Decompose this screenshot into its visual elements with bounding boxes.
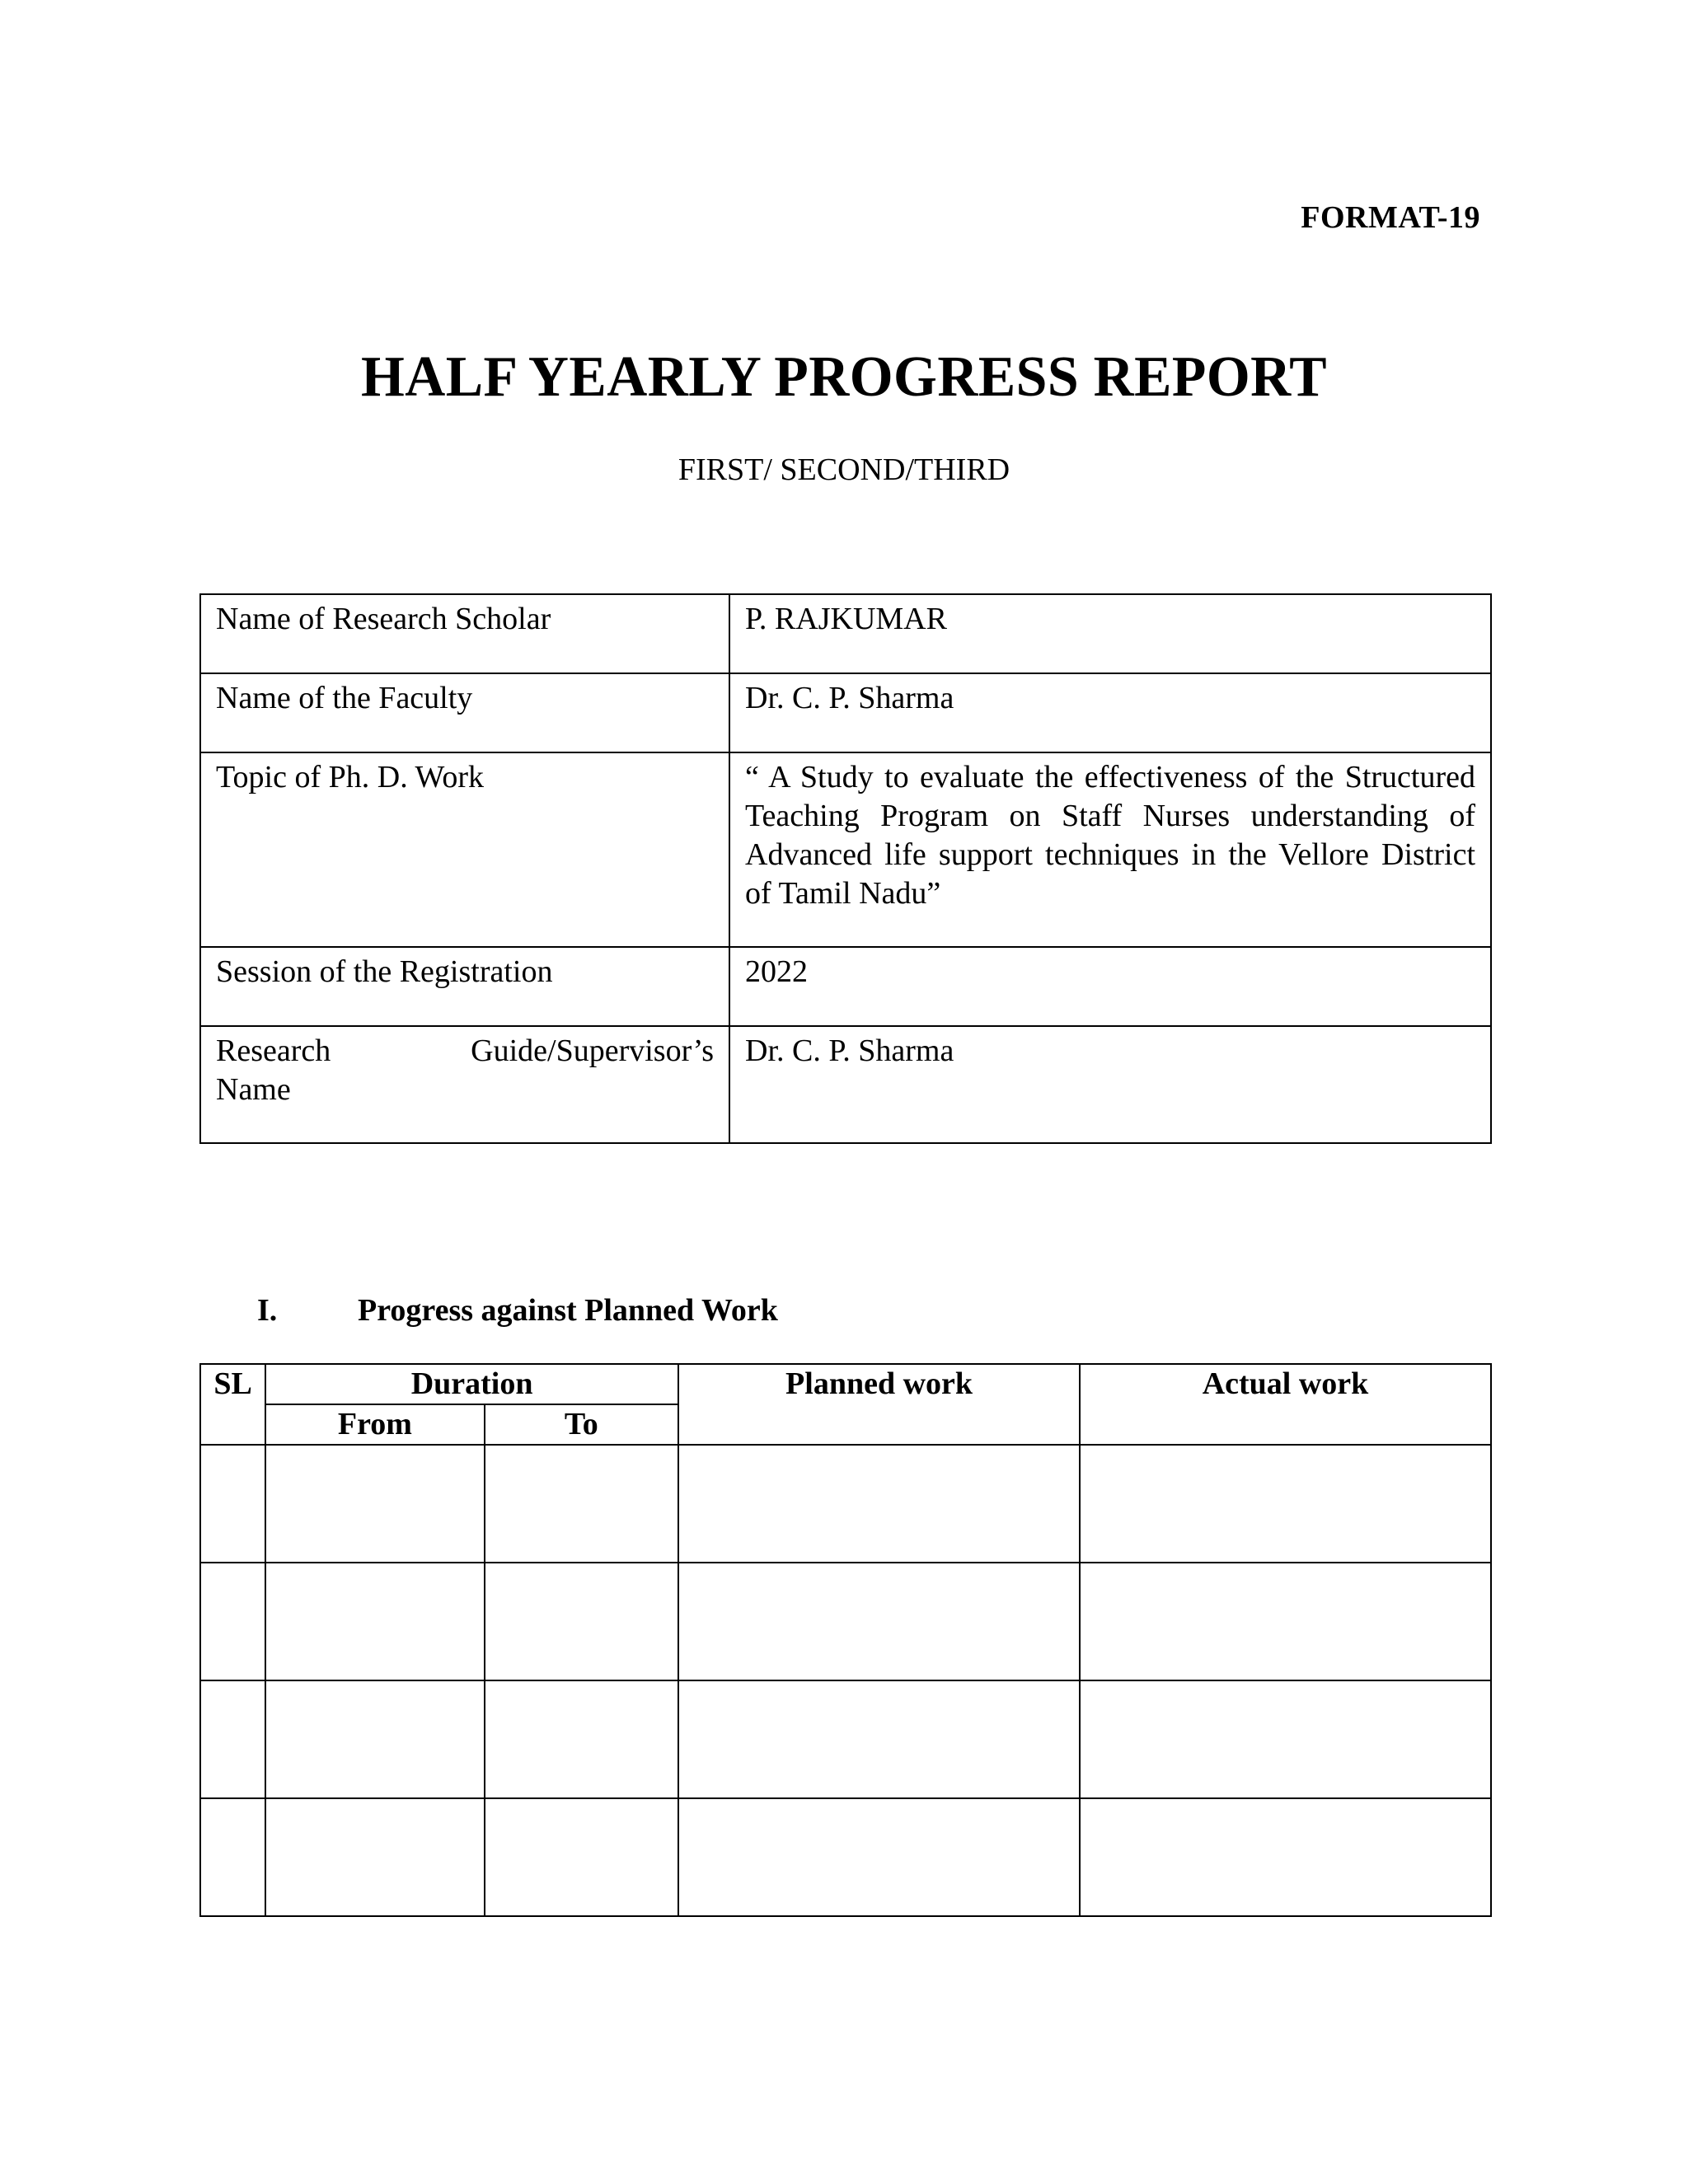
cell-from[interactable] [265, 1798, 485, 1916]
cell-planned-work[interactable] [678, 1680, 1080, 1798]
header-planned-work: Planned work [678, 1364, 1080, 1445]
cell-actual-work[interactable] [1080, 1563, 1491, 1680]
info-value: “ A Study to evaluate the effectiveness of the Structured Teaching Program on Staff Nurses understanding of Advanced life support techniques in the Vellore District of Tamil Nadu” [729, 752, 1491, 947]
header-duration: Duration [265, 1364, 678, 1404]
header-sl: SL [200, 1364, 265, 1445]
info-value: Dr. C. P. Sharma [729, 1026, 1491, 1143]
format-label: FORMAT-19 [1301, 200, 1480, 235]
cell-planned-work[interactable] [678, 1563, 1080, 1680]
table-row [200, 1798, 1491, 1916]
report-period-subtitle: FIRST/ SECOND/THIRD [678, 452, 1010, 487]
cell-to[interactable] [485, 1680, 678, 1798]
cell-sl[interactable] [200, 1445, 265, 1563]
info-label: Name of the Faculty [200, 673, 729, 752]
cell-sl[interactable] [200, 1680, 265, 1798]
cell-to[interactable] [485, 1798, 678, 1916]
scholar-info-table [199, 593, 1492, 1144]
cell-to[interactable] [485, 1563, 678, 1680]
info-label: Topic of Ph. D. Work [200, 752, 729, 947]
progress-table [199, 1363, 1492, 1917]
page-title: HALF YEARLY PROGRESS REPORT [360, 345, 1328, 409]
table-row [200, 1445, 1491, 1563]
section-title: Progress against Planned Work [358, 1293, 778, 1328]
cell-actual-work[interactable] [1080, 1680, 1491, 1798]
cell-to[interactable] [485, 1445, 678, 1563]
info-row-session [200, 947, 1491, 1026]
info-value: P. RAJKUMAR [729, 594, 1491, 673]
cell-planned-work[interactable] [678, 1445, 1080, 1563]
info-label: Name of Research Scholar [200, 594, 729, 673]
cell-sl[interactable] [200, 1563, 265, 1680]
info-row-scholar [200, 594, 1491, 673]
cell-actual-work[interactable] [1080, 1445, 1491, 1563]
header-actual-work: Actual work [1080, 1364, 1491, 1445]
info-label-line1: Research Guide/Supervisor’s [216, 1033, 714, 1068]
info-row-guide [200, 1026, 1491, 1143]
cell-from[interactable] [265, 1563, 485, 1680]
info-value: Dr. C. P. Sharma [729, 673, 1491, 752]
section-heading [257, 1292, 778, 1329]
info-label [200, 1026, 729, 1143]
info-row-topic [200, 752, 1491, 947]
cell-actual-work[interactable] [1080, 1798, 1491, 1916]
info-label-line2: Name [216, 1072, 291, 1107]
table-row [200, 1680, 1491, 1798]
header-from: From [265, 1404, 485, 1445]
info-row-faculty [200, 673, 1491, 752]
info-label: Session of the Registration [200, 947, 729, 1026]
section-number: I. [257, 1293, 278, 1328]
cell-planned-work[interactable] [678, 1798, 1080, 1916]
cell-sl[interactable] [200, 1798, 265, 1916]
info-value: 2022 [729, 947, 1491, 1026]
header-to: To [485, 1404, 678, 1445]
cell-from[interactable] [265, 1680, 485, 1798]
table-row [200, 1563, 1491, 1680]
cell-from[interactable] [265, 1445, 485, 1563]
table-header-row [200, 1364, 1491, 1404]
